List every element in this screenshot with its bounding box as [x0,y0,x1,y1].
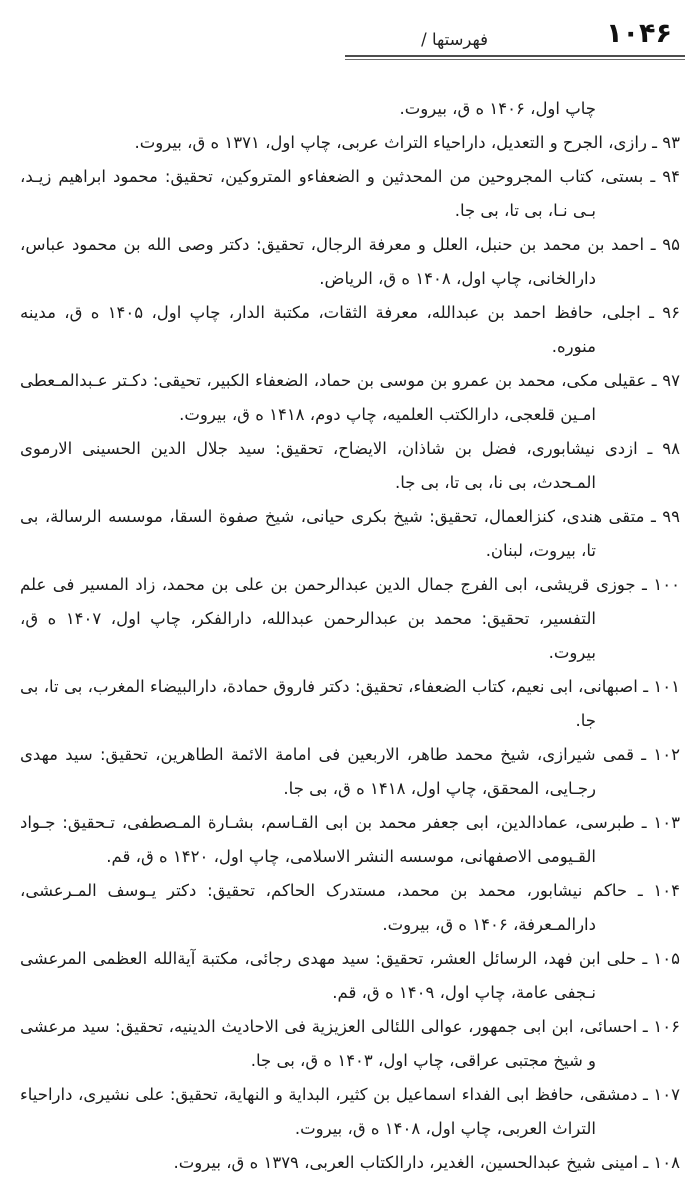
bibliography-entry-99: ۹۹ ـ متقی هندی، کنزالعمال، تحقیق: شیخ بکری حیانی، شیخ صفوة السقا، موسسه الرسالة، بی تا، بیروت، لبنان. [20,507,680,560]
bibliography-entry-96: ۹۶ ـ اجلی، حافظ احمد بن عبدالله، معرفة الثقات، مکتبة الدار، چاپ اول، ۱۴۰۵ ه ق، مدینه منوره. [20,303,680,356]
bibliography-entry-97: ۹۷ ـ عقیلی مکی، محمد بن عمرو بن موسی بن حماد، الضعفاء الکبیر، تحیقی: دکـتر عـبدالمـعطی امـین قلعجی، دارالکتب العلمیه، چاپ دوم، ۱۴۱۸ ه ق، بیروت. [20,371,680,424]
header-double-rule [345,55,685,60]
header-section-title: فهرستها / [421,30,488,49]
bibliography-entry-102: ۱۰۲ ـ قمی شیرازی، شیخ محمد طاهر، الاربعین فی امامة الائمة الطاهرین، تحقیق: سید مهدی رجـایی، المحقق، چاپ اول، ۱۴۱۸ ه ق، بی جا. [20,745,680,798]
bibliography-entry-98: ۹۸ ـ ازدی نیشابوری، فضل بن شاذان، الایضاح، تحقیق: سید جلال الدین الحسینی الارموی المـحدث، بی نا، بی تا، بی جا. [20,439,680,492]
page-number: ۱۰۴۶ [606,18,672,49]
bibliography-entry-105: ۱۰۵ ـ حلی ابن فهد، الرسائل العشر، تحقیق: سید مهدی رجائی، مکتبة آیةالله العظمی المرعشی نـجفی عامة، چاپ اول، ۱۴۰۹ ه ق، قم. [20,949,680,1002]
bibliography-entry-103: ۱۰۳ ـ طبرسی، عمادالدین، ابی جعفر محمد بن ابی القـاسم، بشـارة المـصطفی، تـحقیق: جـواد القـیومی الاصفهانی، موسسه النشر الاسلامی، چاپ اول، ۱۴۲۰ ه ق، قم. [20,813,680,866]
bibliography-list [20,92,680,1180]
bibliography-entry-108: ۱۰۸ ـ امینی شیخ عبدالحسین، الغدیر، دارالکتاب العربی، ۱۳۷۹ ه ق، بیروت. [173,1153,680,1172]
bibliography-entry-107: ۱۰۷ ـ دمشقی، حافظ ابی الفداء اسماعیل بن کثیر، البدایة و النهایة، تحقیق: علی نشیری، داراحیاء التراث العربی، چاپ اول، ۱۴۰۸ ه ق، بیروت. [20,1085,680,1138]
bibliography-entry-106: ۱۰۶ ـ احسائی، ابن ابی جمهور، عوالی اللئالی العزیزیة فی الاحادیث الدینیه، تحقیق: سید مرعشی و شیخ مجتبی عراقی، چاپ اول، ۱۴۰۳ ه ق، بی جا. [20,1017,680,1070]
bibliography-entry-94: ۹۴ ـ بستی، کتاب المجروحین من المحدثین و الضعفاءو المتروکین، تحقیق: محمود ابراهیم زیـد، بـی نـا، بی تا، بی جا. [20,167,680,220]
bibliography-entry-continuation: چاپ اول، ۱۴۰۶ ه ق، بیروت. [399,99,596,118]
bibliography-entry-101: ۱۰۱ ـ اصبهانی، ابی نعیم، کتاب الضعفاء، تحقیق: دکتر فاروق حمادة، دارالبیضاء المغرب، بی تا، بی جا. [20,677,680,730]
bibliography-entry-93: ۹۳ ـ رازی، الجرح و التعدیل، داراحیاء التراث عربی، چاپ اول، ۱۳۷۱ ه ق، بیروت. [134,133,680,152]
bibliography-entry-95: ۹۵ ـ احمد بن محمد بن حنبل، العلل و معرفة الرجال، تحقیق: دکتر وصی الله بن محمود عباس، دارالخانی، چاپ اول، ۱۴۰۸ ه ق، الریاض. [20,235,680,288]
bibliography-entry-100: ۱۰۰ ـ جوزی قریشی، ابی الفرج جمال الدین عبدالرحمن بن علی بن محمد، زاد المسیر فی علم التفسیر، تحقیق: محمد بن عبدالرحمن عبدالله، دارالفکر، چاپ اول، ۱۴۰۷ ه ق، بیروت. [20,575,680,662]
bibliography-entry-104: ۱۰۴ ـ حاکم نیشابور، محمد بن محمد، مستدرک الحاکم، تحقیق: دکتر یـوسف المـرعشی، دارالمـعرفة، ۱۴۰۶ ه ق، بیروت. [20,881,680,934]
